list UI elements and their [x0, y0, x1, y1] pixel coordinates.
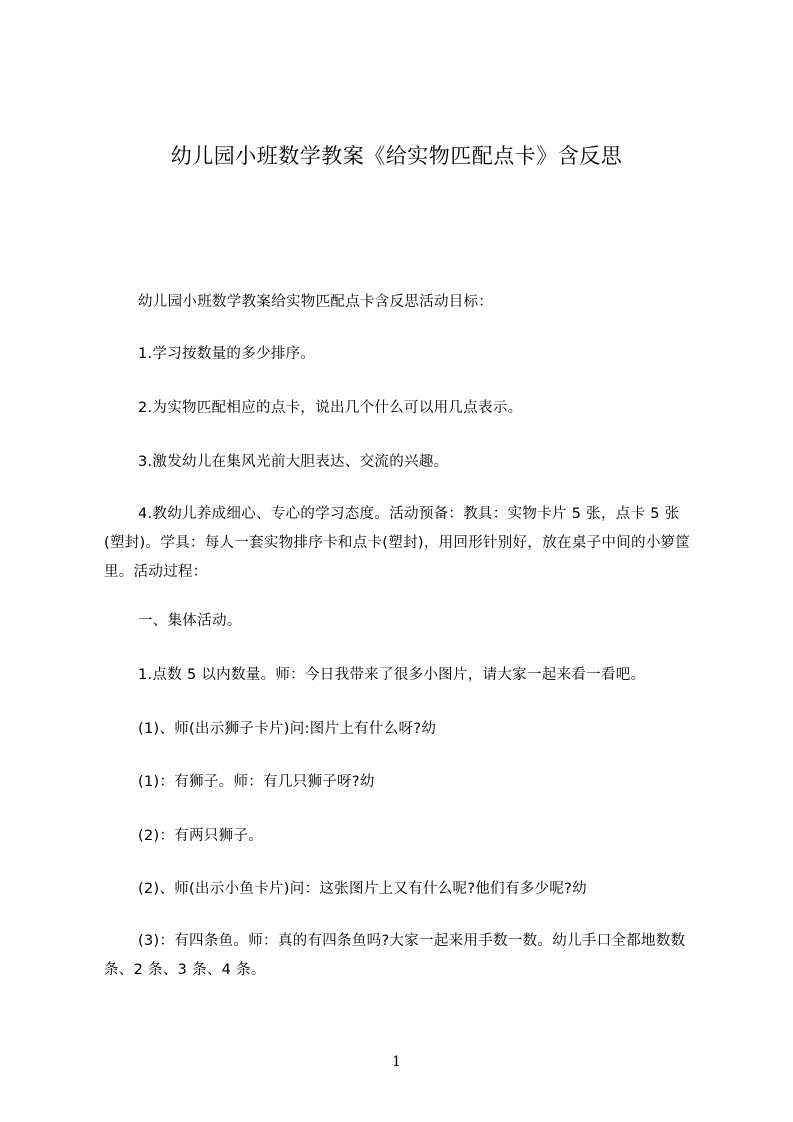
paragraph-child-answer-3: (3)：有四条鱼。师：真的有四条鱼吗?大家一起来用手数一数。幼儿手口全都地数数条、2 条、3 条、4 条。: [104, 933, 686, 978]
paragraph-goal-1: 1.学习按数量的多少排序。: [138, 346, 316, 362]
paragraph-step-1-1: (1)、师(出示狮子卡片)问:图片上有什么呀?幼: [138, 721, 437, 737]
paragraph-step-1-2: (2)、师(出示小鱼卡片)问：这张图片上又有什么呢?他们有多少呢?幼: [138, 881, 587, 897]
paragraph-child-answer-1: (1)：有狮子。师：有几只狮子呀?幼: [138, 774, 375, 790]
document-title: 幼儿园小班数学教案《给实物匹配点卡》含反思: [170, 144, 623, 168]
paragraph-section-heading: 一、集体活动。: [138, 613, 242, 629]
paragraph-goal-3: 3.激发幼儿在集风光前大胆表达、交流的兴趣。: [138, 454, 449, 470]
paragraph-goal-2: 2.为实物匹配相应的点卡，说出几个什么可以用几点表示。: [138, 400, 523, 416]
page-number: 1: [392, 1054, 401, 1070]
paragraph-intro: 幼儿园小班数学教案给实物匹配点卡含反思活动目标：: [138, 294, 494, 310]
paragraph-child-answer-2: (2)：有两只狮子。: [138, 828, 264, 844]
paragraph-goal-4-preparation: 4.教幼儿养成细心、专心的学习态度。活动预备：教具：实物卡片 5 张，点卡 5 张(塑封)。学具：每人一套实物排序卡和点卡(塑封)，用回形针别好，放在桌子中间的小箩筐里。活动过程：: [104, 506, 691, 580]
paragraph-step-1: 1.点数 5 以内数量。师：今日我带来了很多小图片，请大家一起来看一看吧。: [138, 667, 646, 683]
